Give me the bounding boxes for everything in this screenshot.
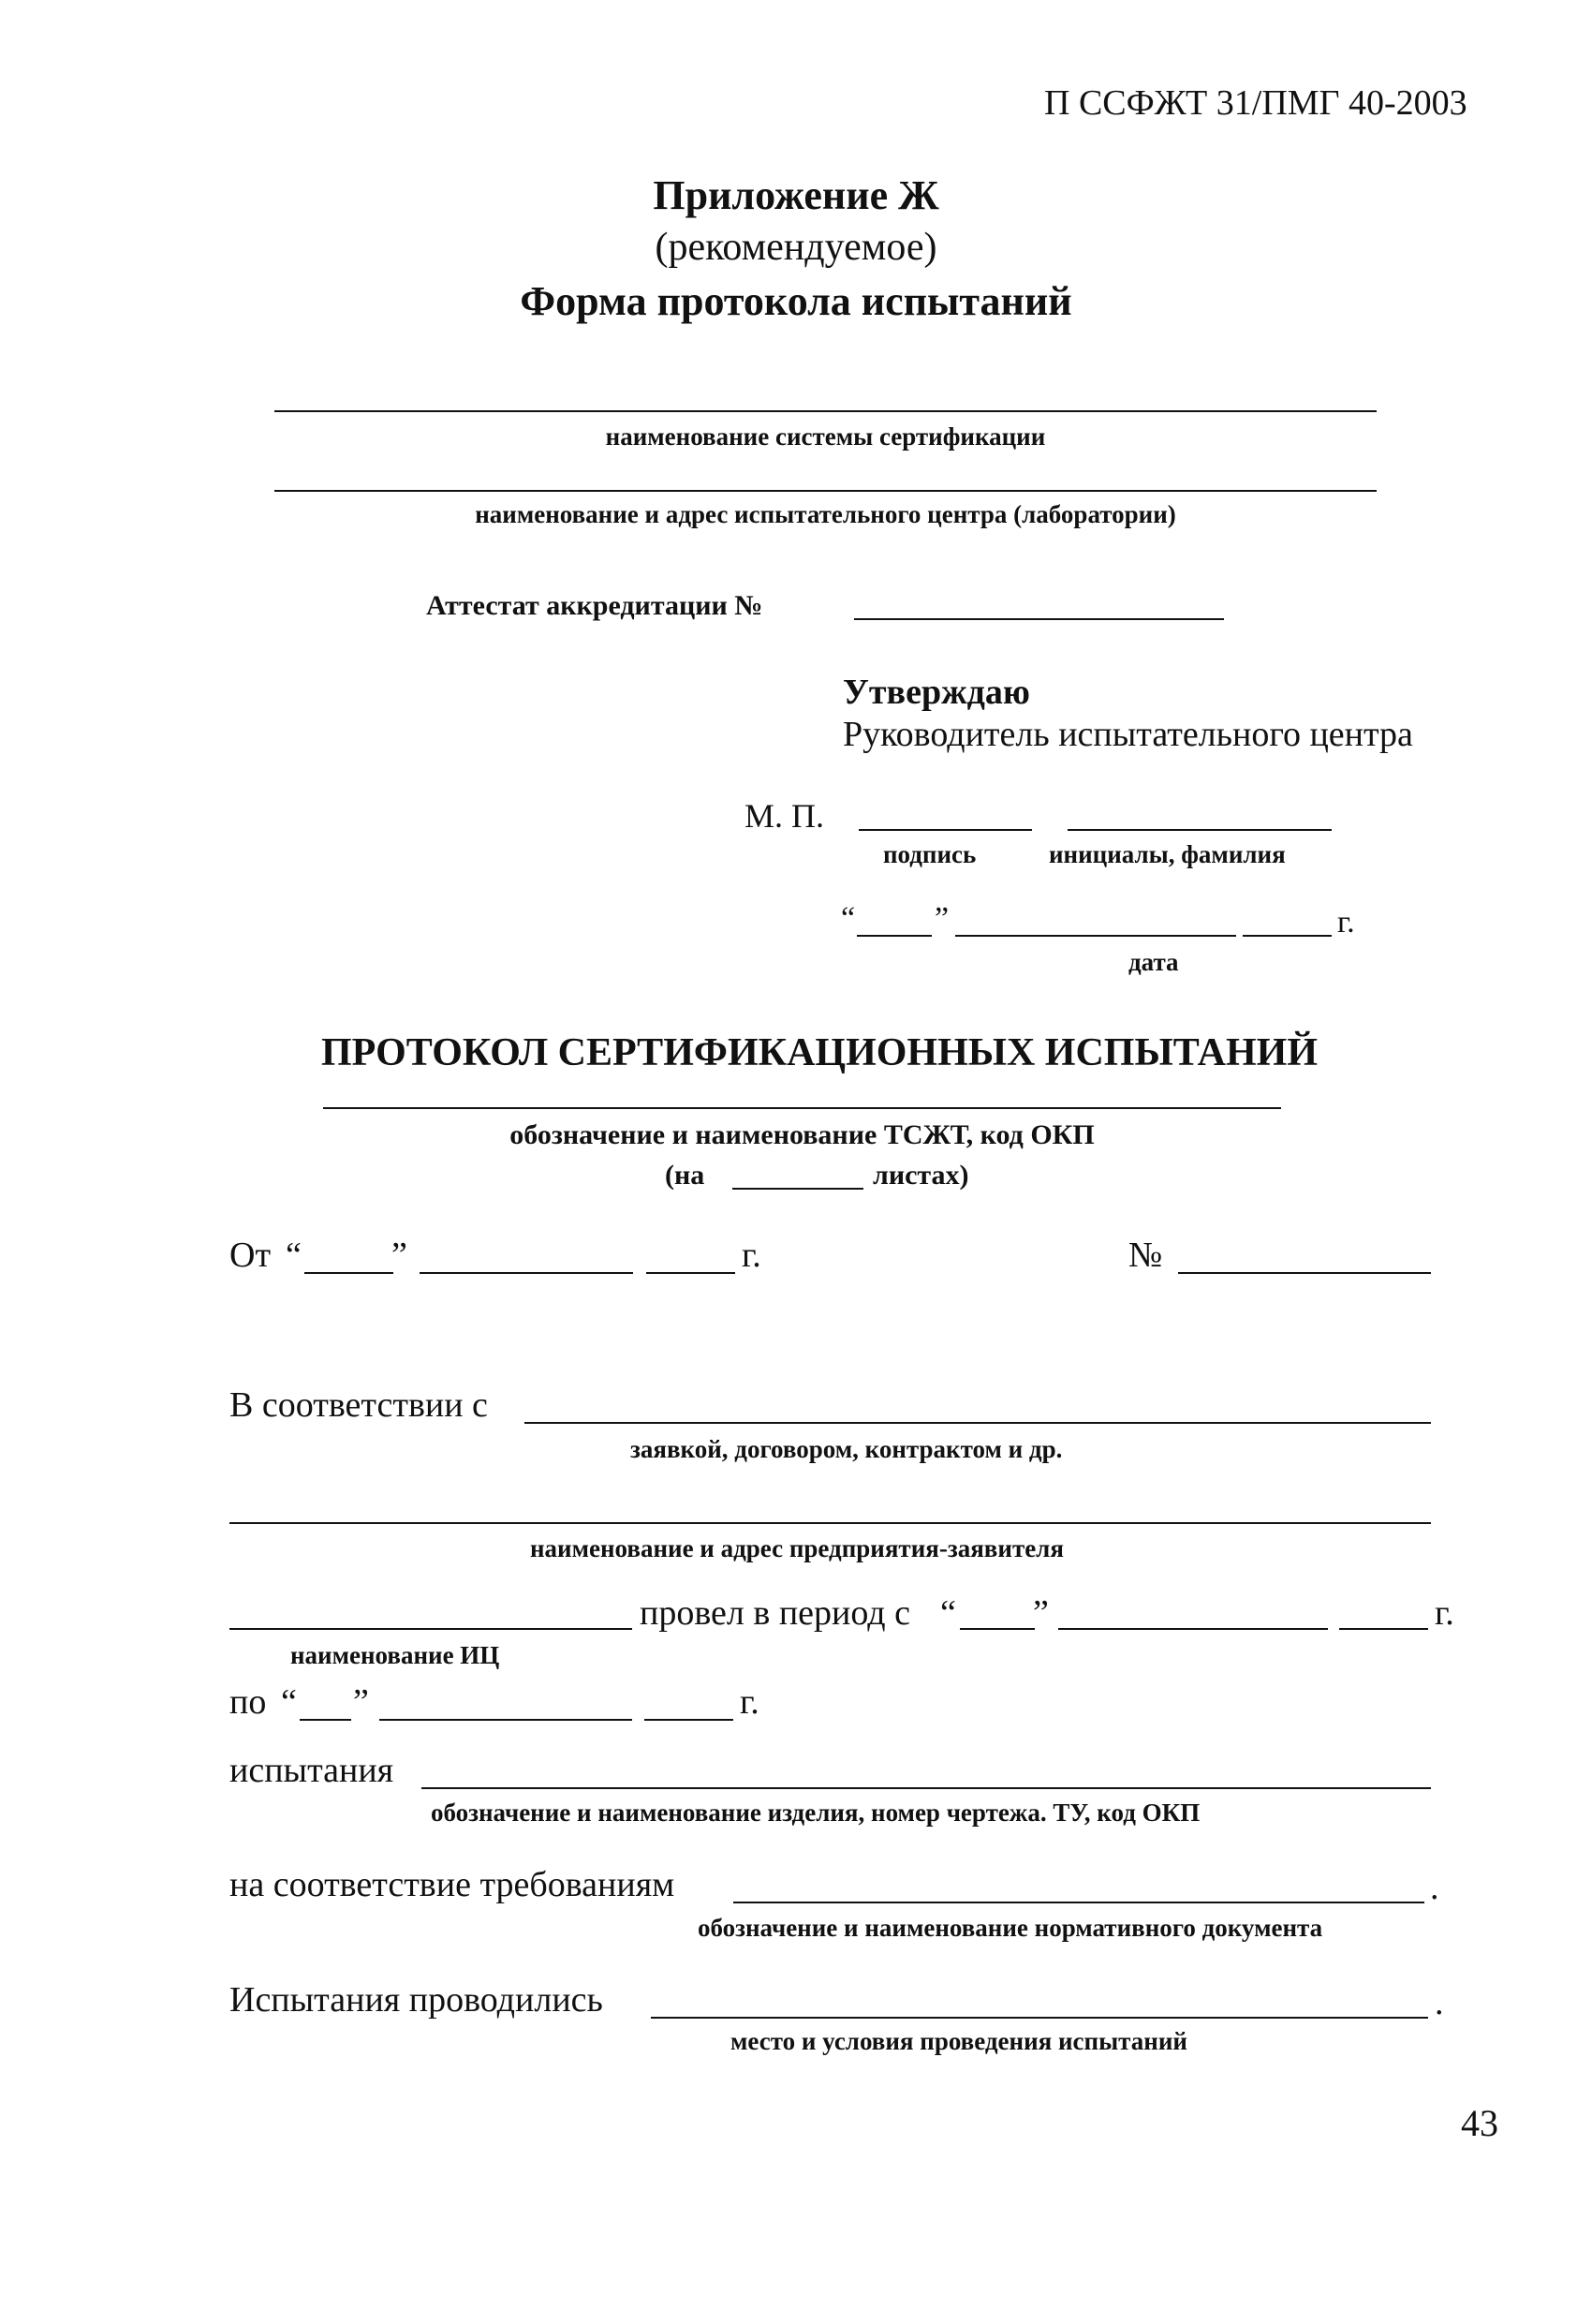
period-start-year-line[interactable] [1339,1628,1428,1630]
approve-label: Утверждаю [843,673,1030,712]
approval-quote-open: “ [841,901,856,936]
cert-system-caption: наименование системы сертификации [605,422,1046,451]
period-quote-open: “ [940,1593,956,1633]
normative-caption: обозначение и наименование нормативного документа [698,1914,1323,1942]
product-caption: обозначение и наименование изделия, номер чертежа. ТУ, код ОКП [431,1799,1201,1827]
place-caption: место и условия проведения испытаний [730,2027,1187,2055]
approval-month-line[interactable] [955,935,1236,937]
full-name-line[interactable] [1068,829,1332,831]
sheets-prefix: (на [665,1160,705,1191]
full-name-caption: инициалы, фамилия [1049,840,1286,868]
period-quote-close: ” [1033,1593,1049,1633]
accreditation-label: Аттестат аккредитации № [426,590,763,621]
conducted-label: провел в период с [640,1593,910,1633]
period-end-quote-open: “ [281,1682,297,1722]
period-start-month-line[interactable] [1058,1628,1328,1630]
head-of-center-label: Руководитель испытательного центра [843,715,1413,754]
product-line[interactable] [421,1787,1431,1789]
sheets-suffix: листах) [873,1160,969,1191]
requirements-label: на соответствие требованиям [229,1865,675,1904]
dated-from-label: От [229,1236,272,1275]
dated-quote-close: ” [391,1236,407,1275]
period-start-day-line[interactable] [960,1628,1035,1630]
dated-quote-open: “ [286,1236,302,1275]
product-designation-caption: обозначение и наименование ТСЖТ, код ОКП [509,1119,1095,1150]
period-end-quote-close: ” [353,1682,369,1722]
signature-line[interactable] [859,829,1032,831]
protocol-title: ПРОТОКОЛ СЕРТИФИКАЦИОННЫХ ИСПЫТАНИЙ [321,1031,1318,1074]
sheets-count-line[interactable] [732,1188,863,1190]
protocol-number-line[interactable] [1178,1272,1431,1274]
normative-document-line[interactable] [733,1902,1424,1903]
document-code: П ССФЖТ 31/ПМГ 40-2003 [1044,83,1467,123]
tests-label: испытания [229,1751,394,1790]
test-center-caption: наименование и адрес испытательного центра (лаборатории) [475,500,1176,528]
according-caption: заявкой, договором, контрактом и др. [630,1435,1063,1463]
protocol-number-label: № [1128,1236,1163,1275]
ic-name-line[interactable] [229,1628,632,1630]
place-line[interactable] [651,2017,1428,2019]
page-number: 43 [1461,2102,1498,2144]
applicant-line[interactable] [229,1522,1431,1524]
test-center-line[interactable] [274,490,1377,492]
approval-date-caption: дата [1128,948,1179,976]
period-end-year-suffix: г. [740,1682,759,1722]
appendix-title: Приложение Ж [653,172,939,218]
seal-label: М. П. [744,797,825,835]
period-end-year-line[interactable] [644,1719,733,1721]
requirements-period: . [1430,1868,1439,1907]
appendix-status: (рекомендуемое) [655,226,937,269]
according-line[interactable] [524,1422,1431,1424]
dated-month-line[interactable] [420,1272,633,1274]
dated-day-line[interactable] [304,1272,393,1274]
applicant-caption: наименование и адрес предприятия-заявителя [530,1534,1064,1562]
form-title: Форма протокола испытаний [520,278,1072,324]
tests-held-label: Испытания проводились [229,1980,603,2020]
period-end-day-line[interactable] [300,1719,351,1721]
approval-quote-close: ” [935,901,950,936]
signature-caption: подпись [883,840,977,868]
cert-system-line[interactable] [274,410,1377,412]
approval-day-line[interactable] [857,935,932,937]
accreditation-number-line[interactable] [854,618,1224,620]
dated-year-line[interactable] [646,1272,735,1274]
period-start-year-suffix: г. [1435,1593,1454,1633]
according-label: В соответствии с [229,1385,488,1425]
approval-year-line[interactable] [1243,935,1332,937]
held-period: . [1435,1983,1444,2022]
period-to-label: по [229,1682,267,1722]
ic-name-caption: наименование ИЦ [290,1641,500,1669]
product-designation-line[interactable] [323,1107,1281,1109]
period-end-month-line[interactable] [379,1719,632,1721]
approval-year-suffix: г. [1337,905,1355,940]
dated-year-suffix: г. [742,1236,761,1275]
